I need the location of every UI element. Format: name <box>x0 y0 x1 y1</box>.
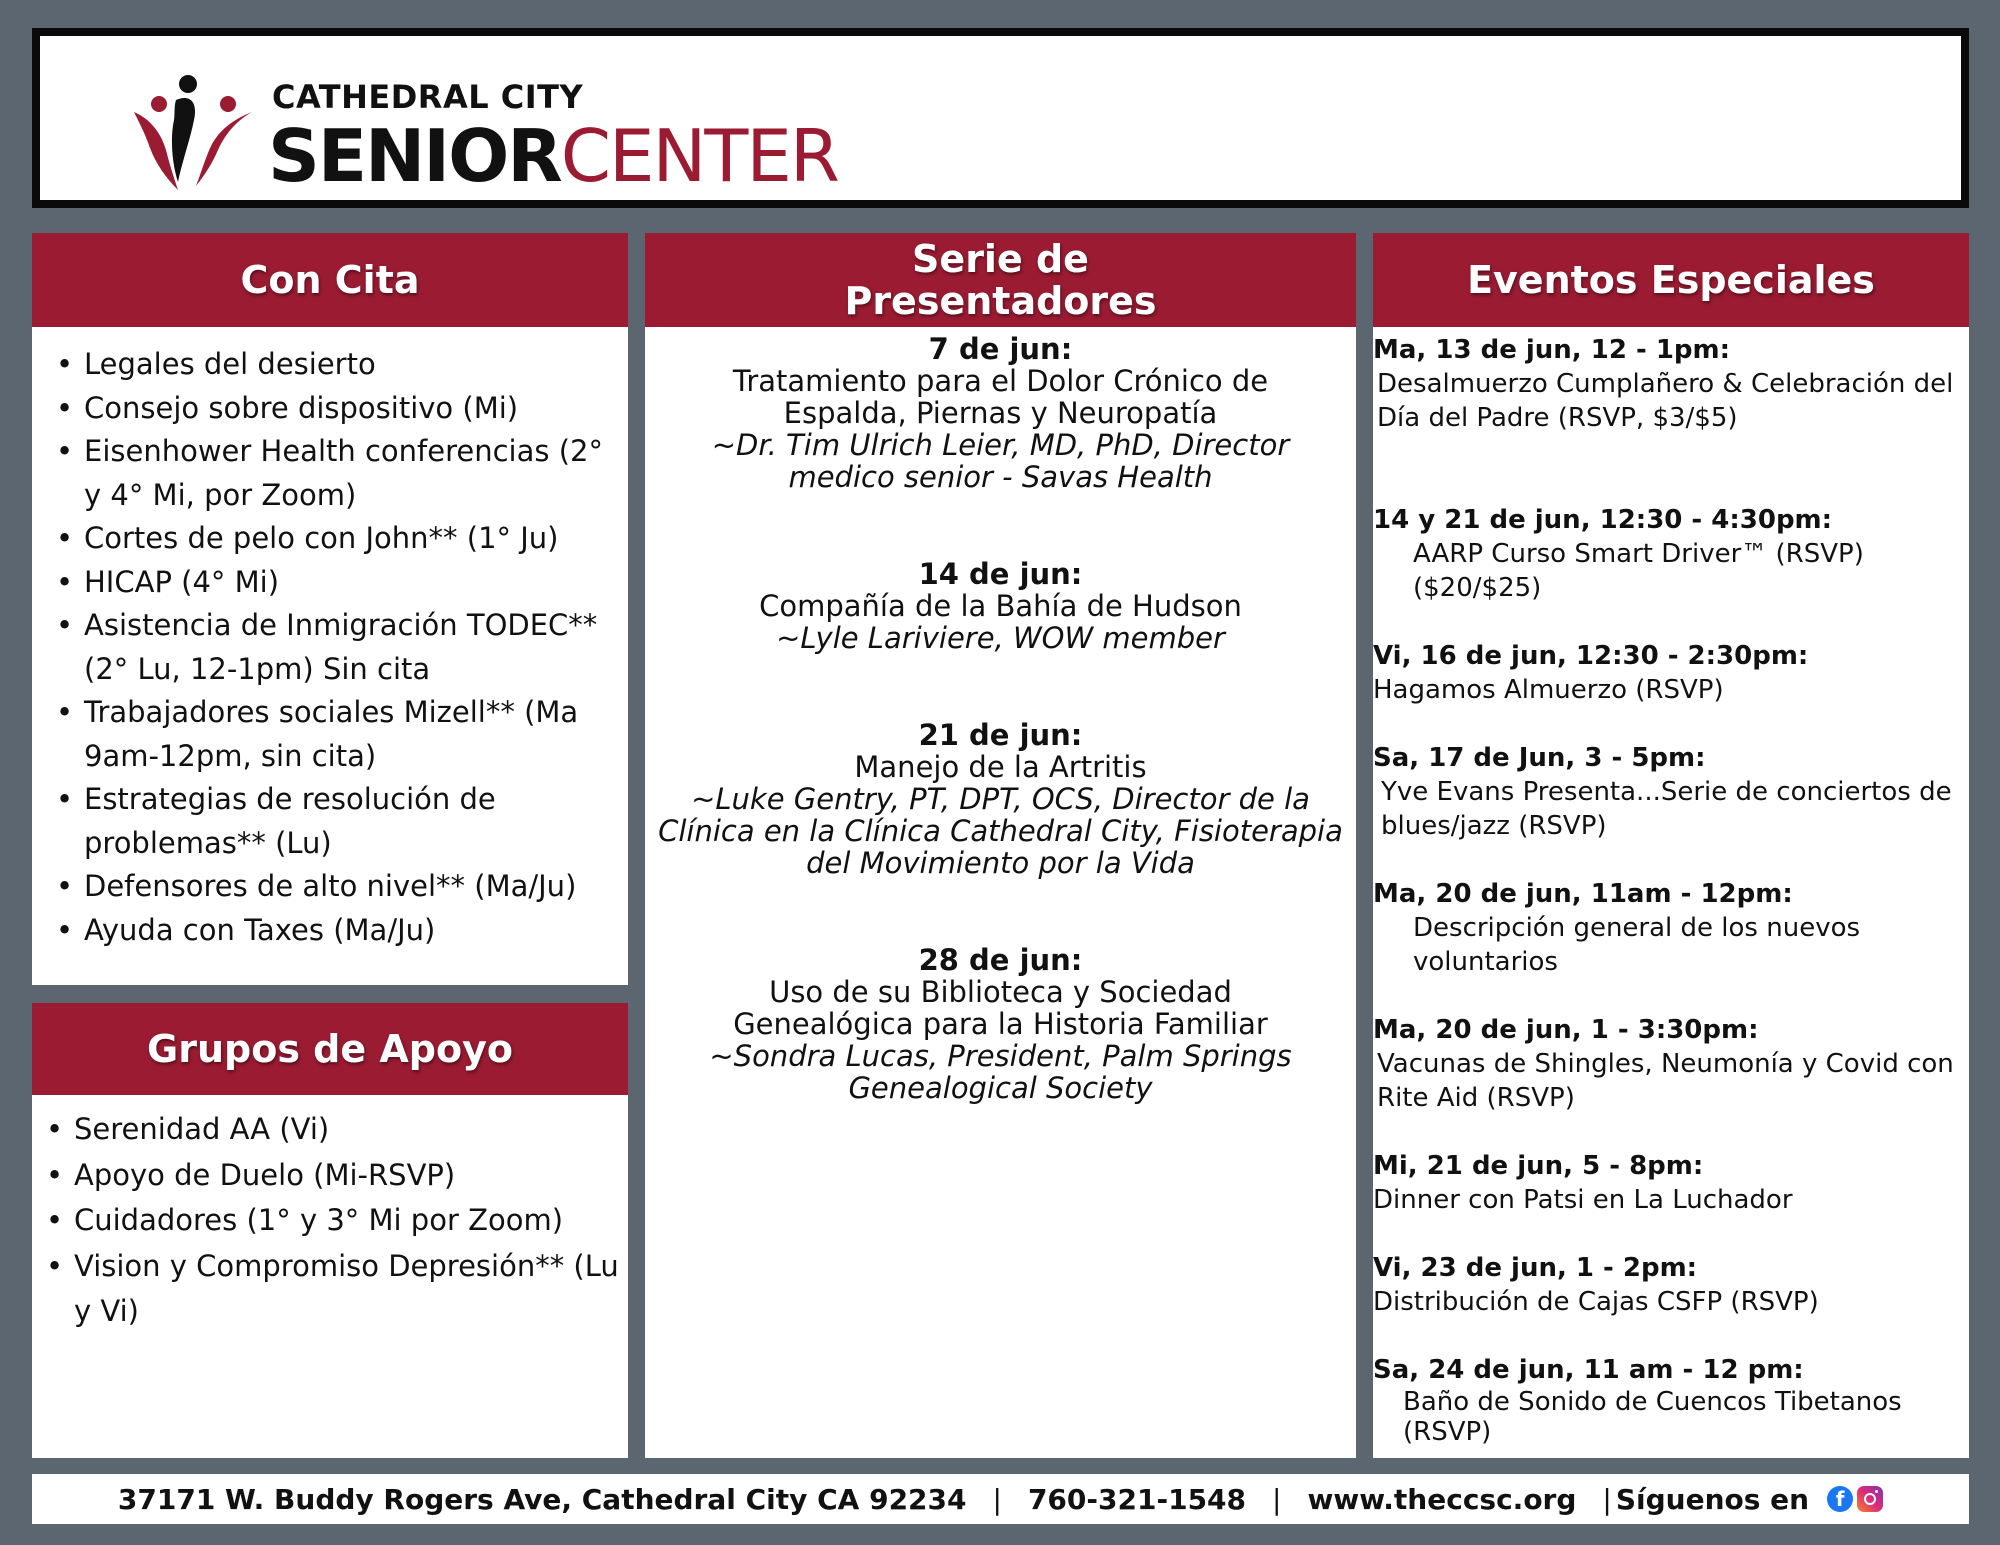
logo-center-word: CENTER <box>560 114 838 198</box>
footer-website-link[interactable]: www.theccsc.org <box>1307 1482 1577 1516</box>
presentation-date: 14 de jun: <box>918 557 1083 591</box>
list-item: • Estrategias de resolución de problemas** (Lu) <box>42 778 622 865</box>
facebook-icon[interactable]: f <box>1827 1486 1853 1512</box>
presentadores-title-line2: Presentadores <box>844 279 1157 323</box>
event-item <box>1373 639 1969 707</box>
presentadores-title-line1: Serie de <box>912 237 1089 281</box>
social-icons <box>1827 1486 1883 1512</box>
logo-figures-icon <box>132 74 257 204</box>
grupos-apoyo-header <box>32 1003 628 1095</box>
event-date: Sa, 24 de jun, 11 am - 12 pm: <box>1373 1355 1804 1385</box>
list-item: • Vision y Compromiso Depresión** (Lu y Vi) <box>32 1244 628 1335</box>
presentation-item <box>645 944 1356 1104</box>
instagram-icon[interactable] <box>1857 1486 1883 1512</box>
event-text: Vacunas de Shingles, Neumonía y Covid con Rite Aid (RSVP) <box>1377 1049 1954 1113</box>
event-text: Hagamos Almuerzo (RSVP) <box>1373 675 1724 705</box>
list-item: • Defensores de alto nivel** (Ma/Ju) <box>42 865 622 909</box>
list-item: • Serenidad AA (Vi) <box>32 1107 628 1153</box>
list-item: • Legales del desierto <box>42 343 622 387</box>
presentation-title: Manejo de la Artritis <box>854 750 1147 784</box>
event-date: Ma, 20 de jun, 11am - 12pm: <box>1373 879 1793 909</box>
footer-separator: | <box>1602 1482 1612 1516</box>
presentation-speaker: ~Dr. Tim Ulrich Leier, MD, PhD, Director medico senior - Savas Health <box>711 428 1290 494</box>
presentation-speaker: ~Sondra Lucas, President, Palm Springs Genealogical Society <box>709 1039 1292 1105</box>
presentation-title: Compañía de la Bahía de Hudson <box>759 589 1242 623</box>
footer-separator: | <box>1272 1482 1282 1516</box>
event-date: 14 y 21 de jun, 12:30 - 4:30pm: <box>1373 505 1833 535</box>
event-text: Distribución de Cajas CSFP (RSVP) <box>1373 1287 1819 1317</box>
eventos-title: Eventos Especiales <box>1467 258 1875 302</box>
event-item <box>1373 1149 1969 1217</box>
event-text: Desalmuerzo Cumplañero & Celebración del Día del Padre (RSVP, $3/$5) <box>1377 369 1954 433</box>
event-item <box>1373 333 1969 435</box>
presentadores-header <box>645 233 1356 327</box>
event-item <box>1373 741 1969 843</box>
senior-center-logo <box>132 74 852 204</box>
grupos-apoyo-title: Grupos de Apoyo <box>147 1027 513 1071</box>
list-item: • Consejo sobre dispositivo (Mi) <box>42 387 622 431</box>
presentation-title: Tratamiento para el Dolor Crónico de Espalda, Piernas y Neuropatía <box>732 364 1269 430</box>
con-cita-header <box>32 233 628 327</box>
list-item: • Asistencia de Inmigración TODEC** (2° Lu, 12-1pm) Sin cita <box>42 604 622 691</box>
event-text: AARP Curso Smart Driver™ (RSVP) ($20/$25) <box>1413 539 1864 603</box>
grupos-apoyo-panel <box>32 1003 628 1458</box>
con-cita-list <box>42 343 622 952</box>
event-date: Ma, 20 de jun, 1 - 3:30pm: <box>1373 1015 1759 1045</box>
footer-social-label: Síguenos en <box>1615 1482 1810 1516</box>
list-item: • Trabajadores sociales Mizell** (Ma 9am-12pm, sin cita) <box>42 691 622 778</box>
event-item <box>1373 1353 1969 1447</box>
list-item: • Ayuda con Taxes (Ma/Ju) <box>42 909 622 953</box>
footer-address: 37171 W. Buddy Rogers Ave, Cathedral City CA 92234 <box>117 1482 967 1516</box>
footer-phone[interactable]: 760-321-1548 <box>1027 1482 1247 1516</box>
event-text: Baño de Sonido de Cuencos Tibetanos (RSVP) <box>1403 1387 1902 1447</box>
eventos-header <box>1373 233 1969 327</box>
list-item: • Cuidadores (1° y 3° Mi por Zoom) <box>32 1198 628 1244</box>
presentation-date: 7 de jun: <box>928 332 1073 366</box>
event-item <box>1373 877 1969 979</box>
event-date: Mi, 21 de jun, 5 - 8pm: <box>1373 1151 1704 1181</box>
logo-city-text: CATHEDRAL CITY <box>272 78 584 116</box>
presentation-speaker: ~Luke Gentry, PT, DPT, OCS, Director de la Clínica en la Clínica Cathedral City, Fisioterapia del Movimiento por la Vida <box>658 782 1343 880</box>
event-item <box>1373 503 1969 605</box>
con-cita-title: Con Cita <box>240 258 420 302</box>
presentation-item <box>645 558 1356 654</box>
list-item: • HICAP (4° Mi) <box>42 561 622 605</box>
footer-separator: | <box>992 1482 1002 1516</box>
event-date: Sa, 17 de Jun, 3 - 5pm: <box>1373 743 1706 773</box>
footer-bar <box>32 1474 1969 1524</box>
list-item: • Cortes de pelo con John** (1° Ju) <box>42 517 622 561</box>
list-item: • Eisenhower Health conferencias (2° y 4° Mi, por Zoom) <box>42 430 622 517</box>
presentation-item <box>645 719 1356 879</box>
presentation-date: 21 de jun: <box>918 718 1083 752</box>
event-text: Yve Evans Presenta...Serie de conciertos de blues/jazz (RSVP) <box>1381 777 1952 841</box>
presentation-speaker: ~Lyle Lariviere, WOW member <box>776 621 1225 655</box>
logo-senior-center-text <box>268 116 838 196</box>
con-cita-panel <box>32 233 628 985</box>
header-banner <box>32 28 1969 208</box>
presentation-item <box>645 333 1356 493</box>
event-date: Vi, 16 de jun, 12:30 - 2:30pm: <box>1373 641 1809 671</box>
event-text: Dinner con Patsi en La Luchador <box>1373 1185 1793 1215</box>
event-item <box>1373 1013 1969 1115</box>
presentation-date: 28 de jun: <box>918 943 1083 977</box>
presentadores-panel <box>645 233 1356 1458</box>
event-date: Vi, 23 de jun, 1 - 2pm: <box>1373 1253 1698 1283</box>
event-item <box>1373 1251 1969 1319</box>
event-date: Ma, 13 de jun, 12 - 1pm: <box>1373 335 1731 365</box>
list-item: • Apoyo de Duelo (Mi-RSVP) <box>32 1153 628 1199</box>
grupos-apoyo-list <box>32 1107 628 1335</box>
eventos-panel <box>1373 233 1969 1458</box>
logo-senior-word: SENIOR <box>268 114 561 198</box>
event-text: Descripción general de los nuevos voluntarios <box>1413 913 1861 977</box>
presentation-title: Uso de su Biblioteca y Sociedad Genealógica para la Historia Familiar <box>733 975 1268 1041</box>
